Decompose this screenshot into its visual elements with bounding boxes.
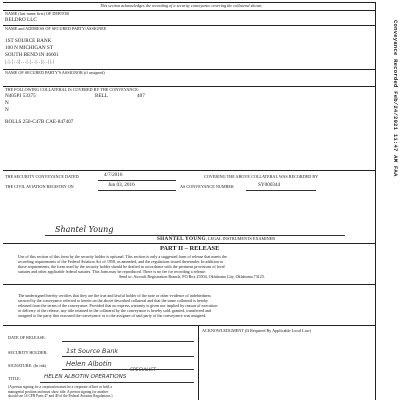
dated-label: THE SECURITY CONVEYANCE DATED [5,174,79,179]
postal-barcode: |.|.|..||...|.|..|..||..||.| [5,59,55,65]
intro-line: those requirements, the form used by the security holder should be drafted in accordance with the pertinent provisions of local [18,264,225,270]
recording-stamp: Conveyance Recorded Feb/24/2021 11:47 AM FAA [392,20,399,177]
conveyance-number-value: SY000344 [258,182,281,188]
instruction-line: managerial position and must show title. A person signing for another [8,389,109,394]
collateral-model: 407 [137,93,145,99]
certify-line: released from the terms of the conveyance. Provided that no express warranty is given nor implied by reason of execution [18,303,218,309]
secured-party-line-3: SOUTH BEND IN 46601 [5,52,59,58]
examiner-name: SHANTEL YOUNG [157,236,206,242]
part2-intro [18,254,366,279]
examiner-title-line [157,237,275,242]
divider [3,284,375,285]
conveyance-number-label: AS CONVEYANCE NUMBER [180,184,234,189]
secured-party-line-2: 100 N MICHIGAN ST [5,45,53,51]
title-value: HELEN ALBOTIN OPERATIONS [44,374,127,380]
registry-label: THE CIVIL AVIATION REGISTRY ON [5,184,74,189]
conveyance-underline [246,190,316,191]
intro-line: recording requirements of the Federal Aviation Act of 1958, as amended, and the regulations issued thereunder. In addition to [18,259,224,265]
title-label: TITLE: [8,376,21,381]
security-holder-value: 1st Source Bank [66,347,119,355]
signature-label: SIGNATURE: (In ink) [8,363,47,368]
security-holder-line [62,356,194,357]
divider [3,243,375,244]
divider [3,325,375,326]
examiner-signature: Shantel Young [55,225,114,234]
certify-line: secured by the conveyance referred to herein on the above described collateral and that the same collateral is hereby [18,298,209,304]
secured-party-line-1: 1ST SOURCE BANK [5,38,52,44]
acknowledgment-label: ACKNOWLEDGMENT (If Required By Applicable Local Law) [202,328,312,333]
date-of-release-line [62,341,194,342]
assignor-label: NAME OF SECURED PARTY'S ASSIGNOR (if assigned) [5,70,105,75]
signature-line [62,369,194,370]
part2-heading: PART II – RELEASE [160,245,220,252]
registry-value: Jun 03, 2016 [108,182,135,188]
right-border [375,2,376,400]
title-value-2: SPECIALIST [130,368,156,373]
registry-underline [98,190,176,191]
intro-line: Use of this section of this form by the security holder is optional. This section is only a suggested form of release that meets the [18,254,228,259]
dated-underline [98,180,176,181]
column-divider [198,325,199,400]
instruction-line: (A person signing for a corporation must be a corporate officer or hold a [8,385,112,389]
certify-line: The undersigned hereby certifies that they are the true and lawful holder of the note or other evidence of indebtedness [18,293,211,298]
intro-line: statutes and other applicable federal statutes. This form may be reproduced. There is no fee for recording a release. [18,269,206,275]
debtor-value: BELDRO LLC [5,17,37,23]
instruction-line: should see 14 CFR Parts 47 and 49 of the Federal Aviation Regulations.) [8,394,113,399]
collateral-row-2: N [5,100,9,106]
title-line [40,382,194,383]
date-of-release-label: DATE OF RELEASE: [8,335,46,340]
collateral-engine: ROLLS 250-C47B CAE-847407 [5,119,74,125]
examiner-title: , LEGAL INSTRUMENTS EXAMINER [205,236,275,241]
intro-line: Send to: Aircraft Registration Branch, PO Box 25504, Oklahoma City, Oklahoma 73125. [119,274,265,280]
divider [3,170,375,171]
certify-line: assigned to the party that executed the conveyance or to the assignee of said party of the conveyance was assigned. [18,313,207,319]
collateral-row-3: N [5,107,9,113]
covering-label: COVERING THE ABOVE COLLATERAL WAS RECORDED BY [204,174,319,179]
security-holder-label: SECURITY HOLDER: [8,350,48,355]
debtor-label: NAME (last name first) OF DEBTOR [5,11,70,16]
collateral-make: BELL [95,93,108,99]
dated-value: 4/7/2016 [104,172,123,178]
certify-line: or delivery of the release, any title retained in the collateral by the conveyance is hereby sold, granted, transferred and [18,308,212,314]
signing-instructions [8,385,196,399]
secured-party-label: NAME and ADDRESS OF SECURED PARTY/ASSIGNEE [5,26,107,31]
header-note: This section acknowledges the recording of a security conveyance covering the collateral shown. [100,3,263,8]
collateral-label: THE FOLLOWING COLLATERAL IS COVERED BY THE CONVEYANCE: [5,87,139,92]
release-signature: Helen Albotin [66,360,112,368]
collateral-registration: N405PJ 53375 [5,93,36,99]
release-certification [18,293,366,318]
